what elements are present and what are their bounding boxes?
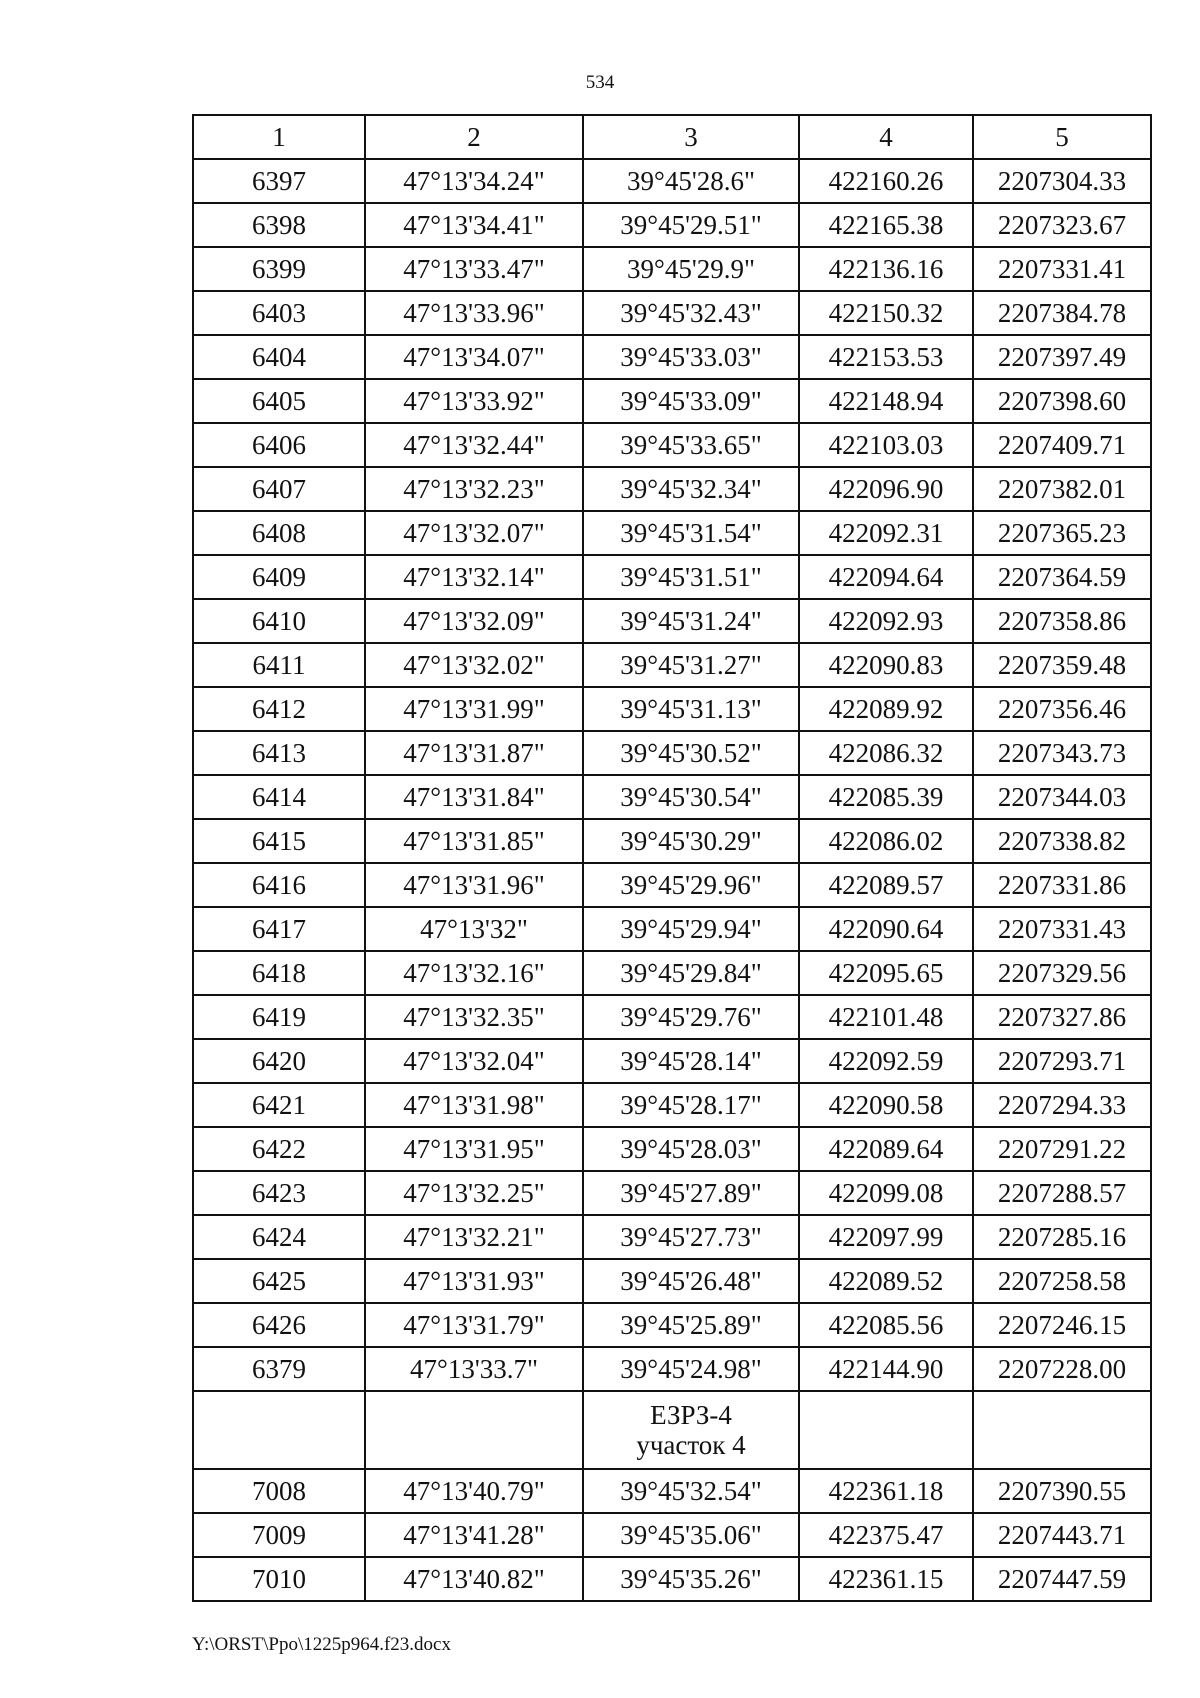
table-cell: 39°45'28.17" <box>583 1083 799 1127</box>
table-row <box>193 159 1151 203</box>
table-cell: 422092.93 <box>799 599 973 643</box>
table-cell: 47°13'33.47" <box>365 247 583 291</box>
table-cell: 47°13'32.09" <box>365 599 583 643</box>
table-cell: 47°13'32" <box>365 907 583 951</box>
table-body-bottom <box>193 1469 1151 1601</box>
table-cell: 6426 <box>193 1303 365 1347</box>
table-row <box>193 687 1151 731</box>
table-cell: 47°13'40.82" <box>365 1557 583 1601</box>
table-cell: 2207365.23 <box>973 511 1151 555</box>
table-cell: 2207390.55 <box>973 1469 1151 1513</box>
table-cell: 47°13'32.02" <box>365 643 583 687</box>
table-cell: 39°45'35.26" <box>583 1557 799 1601</box>
table-cell: 2207409.71 <box>973 423 1151 467</box>
table-row <box>193 1513 1151 1557</box>
table-cell: 47°13'33.92" <box>365 379 583 423</box>
table-row <box>193 951 1151 995</box>
coordinates-table <box>192 114 1152 1602</box>
table-cell: 2207331.43 <box>973 907 1151 951</box>
table-cell: 7010 <box>193 1557 365 1601</box>
table-cell: 47°13'32.16" <box>365 951 583 995</box>
table-cell: 422165.38 <box>799 203 973 247</box>
table-cell: 2207258.58 <box>973 1259 1151 1303</box>
table-cell: 39°45'24.98" <box>583 1347 799 1391</box>
table-cell: 2207384.78 <box>973 291 1151 335</box>
table-cell: 2207358.86 <box>973 599 1151 643</box>
table-cell <box>365 1391 583 1469</box>
table-row <box>193 1083 1151 1127</box>
table-cell: 422361.18 <box>799 1469 973 1513</box>
table-cell: 6412 <box>193 687 365 731</box>
table-cell: 39°45'31.13" <box>583 687 799 731</box>
table-cell: 422097.99 <box>799 1215 973 1259</box>
header-cell: 4 <box>799 115 973 159</box>
table-cell: 6423 <box>193 1171 365 1215</box>
table-cell: 2207443.71 <box>973 1513 1151 1557</box>
table-cell: 422089.52 <box>799 1259 973 1303</box>
table-cell: 6425 <box>193 1259 365 1303</box>
table-cell: 2207397.49 <box>973 335 1151 379</box>
table-row <box>193 379 1151 423</box>
table-cell: 47°13'40.79" <box>365 1469 583 1513</box>
table-row <box>193 731 1151 775</box>
table-cell: 47°13'31.96" <box>365 863 583 907</box>
table-cell <box>193 1391 365 1469</box>
table-cell: 2207329.56 <box>973 951 1151 995</box>
header-cell: 3 <box>583 115 799 159</box>
table-cell: 422096.90 <box>799 467 973 511</box>
table-cell: 2207447.59 <box>973 1557 1151 1601</box>
table-row <box>193 1557 1151 1601</box>
table-cell: 2207382.01 <box>973 467 1151 511</box>
section-subtitle: участок 4 <box>636 1430 746 1460</box>
footer-file-path: Y:\ORST\Ppo\1225p964.f23.docx <box>192 1634 451 1655</box>
table-row <box>193 907 1151 951</box>
header-cell: 5 <box>973 115 1151 159</box>
table-cell: 6407 <box>193 467 365 511</box>
table-cell: 422375.47 <box>799 1513 973 1557</box>
table-cell: 2207359.48 <box>973 643 1151 687</box>
table-cell: 47°13'32.21" <box>365 1215 583 1259</box>
table-cell: 39°45'28.6" <box>583 159 799 203</box>
table-cell: 7008 <box>193 1469 365 1513</box>
table-cell: 47°13'31.79" <box>365 1303 583 1347</box>
table-row <box>193 467 1151 511</box>
table-cell: 47°13'32.14" <box>365 555 583 599</box>
table-cell: 6415 <box>193 819 365 863</box>
table-row <box>193 775 1151 819</box>
table-cell: 6414 <box>193 775 365 819</box>
table-cell: 2207344.03 <box>973 775 1151 819</box>
table-row <box>193 335 1151 379</box>
table-cell: 422092.59 <box>799 1039 973 1083</box>
table-cell: 6420 <box>193 1039 365 1083</box>
table-cell: 39°45'25.89" <box>583 1303 799 1347</box>
page-number: 534 <box>585 72 615 93</box>
header-row <box>193 115 1151 159</box>
table-cell: 422086.32 <box>799 731 973 775</box>
table-row <box>193 1347 1151 1391</box>
table-cell: 39°45'29.84" <box>583 951 799 995</box>
table-cell: 2207343.73 <box>973 731 1151 775</box>
table-row <box>193 555 1151 599</box>
table-cell: 422144.90 <box>799 1347 973 1391</box>
table-row <box>193 1259 1151 1303</box>
table-cell: 47°13'34.07" <box>365 335 583 379</box>
table-cell: 422153.53 <box>799 335 973 379</box>
table-cell: 6404 <box>193 335 365 379</box>
table-cell <box>973 1391 1151 1469</box>
table-cell: 422099.08 <box>799 1171 973 1215</box>
table-row <box>193 1039 1151 1083</box>
section-title-cell <box>583 1391 799 1469</box>
table-row <box>193 599 1151 643</box>
table-cell: 39°45'31.27" <box>583 643 799 687</box>
table-cell: 2207304.33 <box>973 159 1151 203</box>
table-cell: 47°13'32.04" <box>365 1039 583 1083</box>
table-cell: 39°45'33.03" <box>583 335 799 379</box>
table-cell: 39°45'32.43" <box>583 291 799 335</box>
table-cell: 47°13'31.93" <box>365 1259 583 1303</box>
table-cell: 39°45'29.94" <box>583 907 799 951</box>
table-cell: 6413 <box>193 731 365 775</box>
table-cell: 47°13'32.25" <box>365 1171 583 1215</box>
table-cell: 47°13'31.99" <box>365 687 583 731</box>
table-row <box>193 1127 1151 1171</box>
table-cell: 422089.57 <box>799 863 973 907</box>
table-cell: 6409 <box>193 555 365 599</box>
table-cell: 39°45'31.24" <box>583 599 799 643</box>
header-cell: 1 <box>193 115 365 159</box>
table-cell: 47°13'31.95" <box>365 1127 583 1171</box>
table-cell: 39°45'32.54" <box>583 1469 799 1513</box>
table-cell: 422103.03 <box>799 423 973 467</box>
table-cell: 422092.31 <box>799 511 973 555</box>
table-cell: 47°13'41.28" <box>365 1513 583 1557</box>
table-row <box>193 1469 1151 1513</box>
table-cell: 422136.16 <box>799 247 973 291</box>
header-cell: 2 <box>365 115 583 159</box>
table-cell: 2207398.60 <box>973 379 1151 423</box>
table-cell: 39°45'33.09" <box>583 379 799 423</box>
table-cell: 422095.65 <box>799 951 973 995</box>
table-cell: 6379 <box>193 1347 365 1391</box>
table-cell: 47°13'31.85" <box>365 819 583 863</box>
table-cell: 47°13'32.07" <box>365 511 583 555</box>
table-cell: 39°45'29.76" <box>583 995 799 1039</box>
table-cell: 39°45'29.96" <box>583 863 799 907</box>
table-cell: 39°45'30.29" <box>583 819 799 863</box>
table-cell: 2207331.41 <box>973 247 1151 291</box>
table-row <box>193 819 1151 863</box>
table-cell: 39°45'33.65" <box>583 423 799 467</box>
table-cell <box>799 1391 973 1469</box>
table-cell: 2207293.71 <box>973 1039 1151 1083</box>
table-row <box>193 863 1151 907</box>
table-cell: 422090.58 <box>799 1083 973 1127</box>
table-cell: 2207331.86 <box>973 863 1151 907</box>
table-cell: 2207288.57 <box>973 1171 1151 1215</box>
table-cell: 47°13'33.7" <box>365 1347 583 1391</box>
table-row <box>193 643 1151 687</box>
section-title: ЕЗРЗ-4 <box>650 1400 732 1430</box>
table-cell: 6416 <box>193 863 365 907</box>
table-cell: 422148.94 <box>799 379 973 423</box>
table-cell: 39°45'28.03" <box>583 1127 799 1171</box>
table-cell: 47°13'31.84" <box>365 775 583 819</box>
table-cell: 6406 <box>193 423 365 467</box>
table-cell: 6411 <box>193 643 365 687</box>
table-row <box>193 995 1151 1039</box>
table-cell: 422160.26 <box>799 159 973 203</box>
table-cell: 2207285.16 <box>973 1215 1151 1259</box>
section-row <box>193 1391 1151 1469</box>
table-cell: 47°13'32.35" <box>365 995 583 1039</box>
table-cell: 39°45'32.34" <box>583 467 799 511</box>
table-cell: 39°45'35.06" <box>583 1513 799 1557</box>
table-cell: 39°45'29.9" <box>583 247 799 291</box>
table-cell: 6405 <box>193 379 365 423</box>
table-cell: 47°13'34.41" <box>365 203 583 247</box>
table-cell: 2207246.15 <box>973 1303 1151 1347</box>
table-cell: 7009 <box>193 1513 365 1557</box>
table-row <box>193 423 1151 467</box>
table-cell: 2207338.82 <box>973 819 1151 863</box>
table-cell: 47°13'34.24" <box>365 159 583 203</box>
table-row <box>193 291 1151 335</box>
table-row <box>193 203 1151 247</box>
table-cell: 6410 <box>193 599 365 643</box>
table-cell: 39°45'31.51" <box>583 555 799 599</box>
table-cell: 6417 <box>193 907 365 951</box>
table-cell: 2207356.46 <box>973 687 1151 731</box>
table-cell: 6418 <box>193 951 365 995</box>
table-cell: 39°45'30.52" <box>583 731 799 775</box>
table-body-section <box>193 1391 1151 1469</box>
table-cell: 2207291.22 <box>973 1127 1151 1171</box>
table-cell: 2207228.00 <box>973 1347 1151 1391</box>
table-cell: 39°45'27.89" <box>583 1171 799 1215</box>
table-cell: 6403 <box>193 291 365 335</box>
table-cell: 6397 <box>193 159 365 203</box>
table-cell: 422089.64 <box>799 1127 973 1171</box>
table-cell: 422361.15 <box>799 1557 973 1601</box>
table-cell: 6419 <box>193 995 365 1039</box>
table-cell: 47°13'31.87" <box>365 731 583 775</box>
table-cell: 6399 <box>193 247 365 291</box>
table-cell: 6408 <box>193 511 365 555</box>
table-cell: 422086.02 <box>799 819 973 863</box>
table-cell: 6424 <box>193 1215 365 1259</box>
table-cell: 39°45'28.14" <box>583 1039 799 1083</box>
table-cell: 6421 <box>193 1083 365 1127</box>
table-cell: 47°13'32.44" <box>365 423 583 467</box>
table-row <box>193 1171 1151 1215</box>
table-cell: 2207364.59 <box>973 555 1151 599</box>
table-cell: 422089.92 <box>799 687 973 731</box>
table-cell: 422094.64 <box>799 555 973 599</box>
table-cell: 2207327.86 <box>973 995 1151 1039</box>
table-cell: 39°45'31.54" <box>583 511 799 555</box>
table-cell: 39°45'29.51" <box>583 203 799 247</box>
table-cell: 422090.64 <box>799 907 973 951</box>
table-cell: 2207323.67 <box>973 203 1151 247</box>
table-body-top <box>193 159 1151 1391</box>
table-cell: 39°45'30.54" <box>583 775 799 819</box>
table-cell: 422085.56 <box>799 1303 973 1347</box>
table-cell: 2207294.33 <box>973 1083 1151 1127</box>
table-cell: 6422 <box>193 1127 365 1171</box>
table-row <box>193 511 1151 555</box>
table-cell: 39°45'27.73" <box>583 1215 799 1259</box>
table-cell: 422090.83 <box>799 643 973 687</box>
table-row <box>193 247 1151 291</box>
table-row <box>193 1215 1151 1259</box>
table-cell: 6398 <box>193 203 365 247</box>
table-cell: 422101.48 <box>799 995 973 1039</box>
table-cell: 47°13'32.23" <box>365 467 583 511</box>
table-cell: 422150.32 <box>799 291 973 335</box>
table-cell: 47°13'33.96" <box>365 291 583 335</box>
table-cell: 47°13'31.98" <box>365 1083 583 1127</box>
table-row <box>193 1303 1151 1347</box>
table-cell: 422085.39 <box>799 775 973 819</box>
table-cell: 39°45'26.48" <box>583 1259 799 1303</box>
